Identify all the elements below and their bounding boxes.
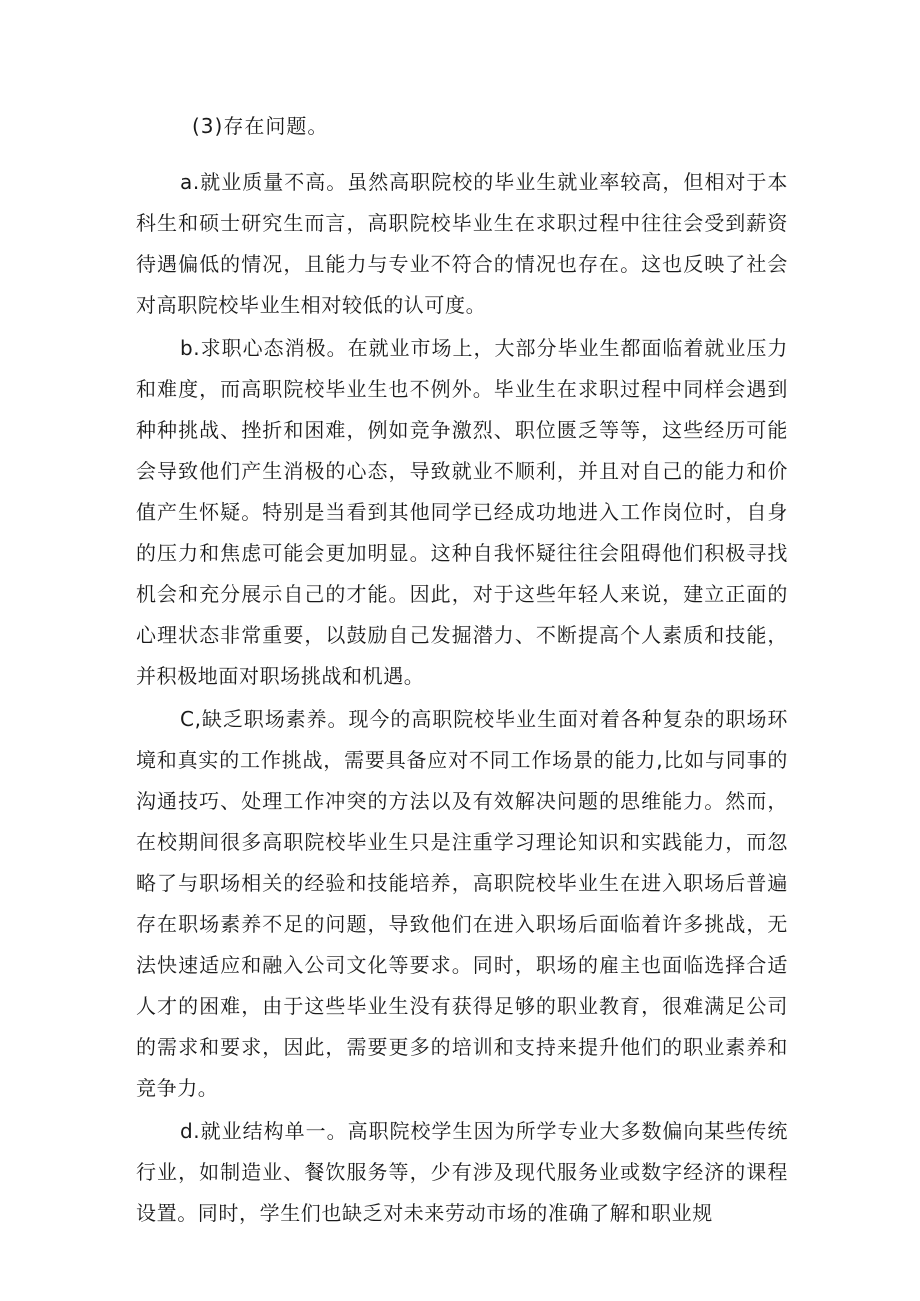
section-heading: (3)存在问题。	[192, 114, 329, 138]
paragraph-c: C,缺乏职场素养。现今的高职院校毕业生面对着各种复杂的职场环境和真实的工作挑战，需要具备应对不同工作场景的能力,比如与同事的沟通技巧、处理工作冲突的方法以及有效解决问题的思维能力。然而，在校期间很多高职院校毕业生只是注重学习理论知识和实践能力，而忽略了与职场相关的经验和技能培养，高职院校毕业生在进入职场后普遍存在职场素养不足的问题，导致他们在进入职场后面临着许多挑战，无法快速适应和融入公司文化等要求。同时，职场的雇主也面临选择合适人才的困难，由于这些毕业生没有获得足够的职业教育，很难满足公司的需求和要求，因此，需要更多的培训和支持来提升他们的职业素养和竞争力。	[136, 707, 788, 1100]
paragraph-a: a.就业质量不高。虽然高职院校的毕业生就业率较高，但相对于本科生和硕士研究生而言，高职院校毕业生在求职过程中往往会受到薪资待遇偏低的情况，且能力与专业不符合的情况也存在。这也反映了社会对高职院校毕业生相对较低的认可度。	[136, 170, 788, 317]
paragraph-d: d.就业结构单一。高职院校学生因为所学专业大多数偏向某些传统行业，如制造业、餐饮服务等，少有涉及现代服务业或数字经济的课程设置。同时，学生们也缺乏对未来劳动市场的准确了解和职业规	[136, 1119, 788, 1225]
paragraph-b: b.求职心态消极。在就业市场上，大部分毕业生都面临着就业压力和难度，而高职院校毕业生也不例外。毕业生在求职过程中同样会遇到种种挑战、挫折和困难，例如竞争激烈、职位匮乏等等，这些经历可能会导致他们产生消极的心态，导致就业不顺利，并且对自己的能力和价值产生怀疑。特别是当看到其他同学已经成功地进入工作岗位时，自身的压力和焦虑可能会更加明显。这种自我怀疑往往会阻碍他们积极寻找机会和充分展示自己的才能。因此，对于这些年轻人来说，建立正面的心理状态非常重要，以鼓励自己发掘潜力、不断提高个人素质和技能，并积极地面对职场挑战和机遇。	[136, 336, 788, 688]
